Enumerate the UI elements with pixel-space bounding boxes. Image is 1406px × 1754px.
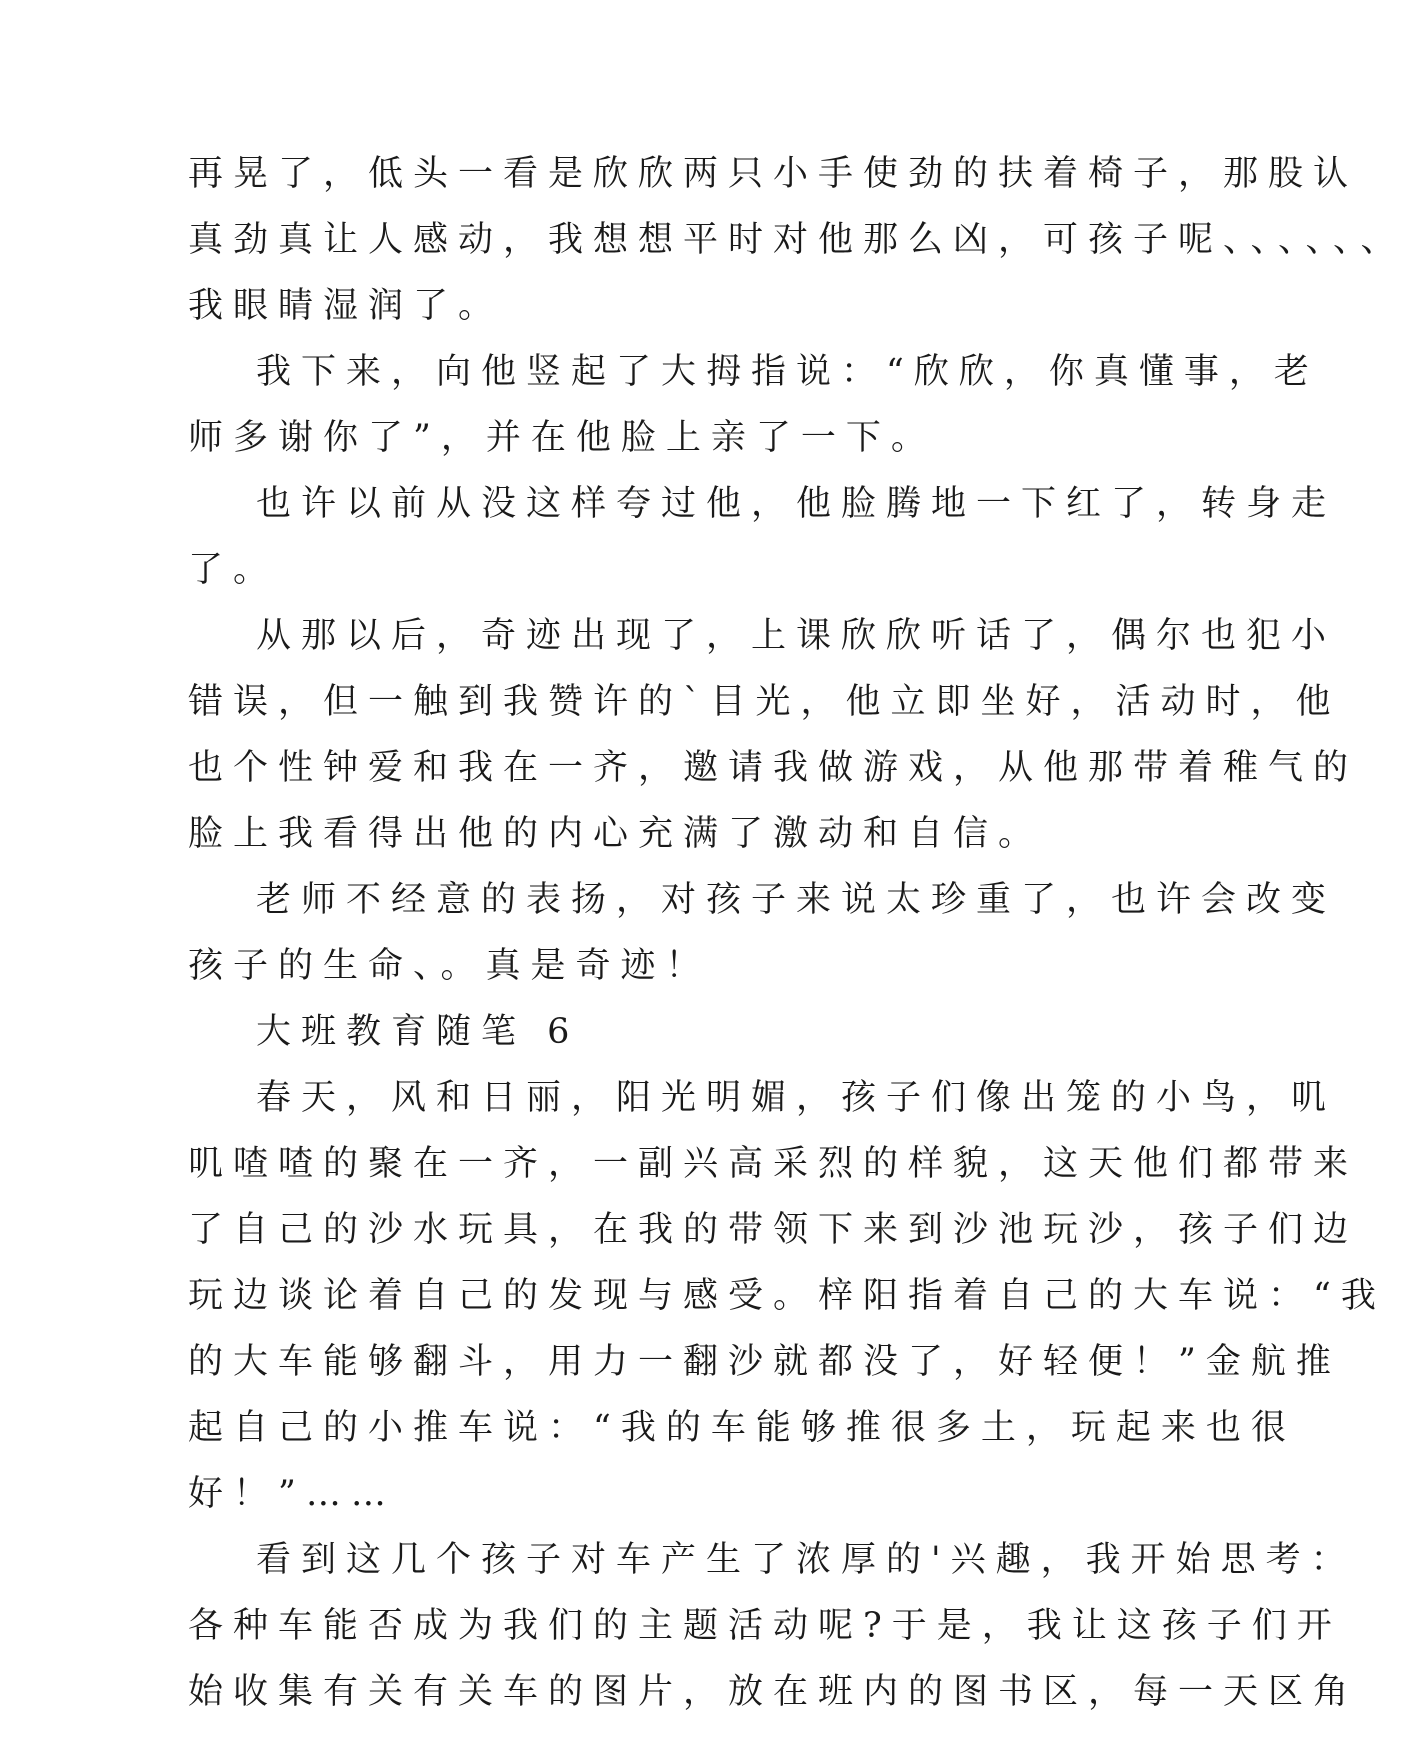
section-heading: 大班教育随笔 6: [256, 1012, 580, 1052]
text-line: 孩子的生命、。真是奇迹！: [188, 946, 711, 986]
text-line: 春天，风和日丽，阳光明媚，孩子们像出笼的小鸟，叽: [256, 1078, 1337, 1118]
text-line: 的大车能够翻斗，用力一翻沙就都没了，好轻便！”金航推: [188, 1342, 1341, 1382]
text-line: 师多谢你了”，并在他脸上亲了一下。: [188, 418, 936, 458]
text-line: 始收集有关有关车的图片，放在班内的图书区，每一天区角: [188, 1672, 1359, 1712]
text-line: 起自己的小推车说：“我的车能够推很多土，玩起来也很: [188, 1408, 1296, 1448]
text-line: 老师不经意的表扬，对孩子来说太珍重了，也许会改变: [256, 880, 1337, 920]
text-line: 各种车能否成为我们的主题活动呢?于是，我让这孩子们开: [188, 1606, 1342, 1646]
text-line: 我下来，向他竖起了大拇指说：“欣欣，你真懂事，老: [256, 352, 1319, 392]
text-line: 了。: [188, 550, 279, 590]
text-line: 玩边谈论着自己的发现与感受。梓阳指着自己的大车说：“我: [188, 1276, 1386, 1316]
text-line: 从那以后，奇迹出现了，上课欣欣听话了，偶尔也犯小: [256, 616, 1337, 656]
text-line: 也个性钟爱和我在一齐，邀请我做游戏，从他那带着稚气的: [188, 748, 1359, 788]
text-line: 叽喳喳的聚在一齐，一副兴高采烈的样貌，这天他们都带来: [188, 1144, 1359, 1184]
text-line: 错误，但一触到我赞许的`目光，他立即坐好，活动时，他: [188, 682, 1341, 722]
text-line: 我眼睛湿润了。: [188, 286, 504, 326]
text-line: 脸上我看得出他的内心充满了激动和自信。: [188, 814, 1044, 854]
text-line: 也许以前从没这样夸过他，他脸腾地一下红了，转身走: [256, 484, 1337, 524]
text-line: 真劲真让人感动，我想想平时对他那么凶，可孩子呢、、、、、、: [188, 220, 1406, 260]
text-line: 再晃了，低头一看是欣欣两只小手使劲的扶着椅子，那股认: [188, 154, 1359, 194]
text-line: 好！”……: [188, 1474, 396, 1514]
text-line: 看到这几个孩子对车产生了浓厚的'兴趣，我开始思考：: [256, 1540, 1356, 1580]
text-line: 了自己的沙水玩具，在我的带领下来到沙池玩沙，孩子们边: [188, 1210, 1359, 1250]
